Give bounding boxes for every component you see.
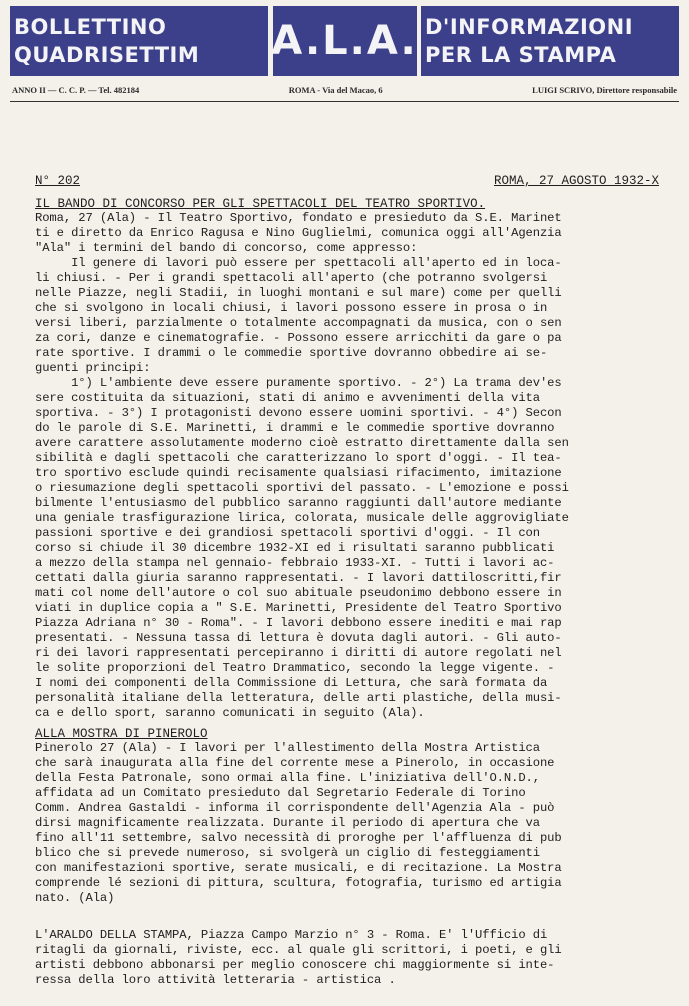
masthead-bollettino: BOLLETTINO [14,15,167,39]
text-line: artisti debbono abbonarsi per meglio conoscere chi maggiormente si inte- [35,958,555,972]
text-line: ti e diretto da Enrico Ragusa e Nino Guglielmi, comunica oggi all'Agenzia [35,226,562,240]
text-line: Comm. Andrea Gastaldi - informa il corrispondente dell'Agenzia Ala - può [35,801,555,815]
article-1-title: IL BANDO DI CONCORSO PER GLI SPETTACOLI DEL TEATRO SPORTIVO. [35,197,486,211]
info-address: ROMA - Via del Macao, 6 [288,85,383,95]
text-line: Pinerolo 27 (Ala) - I lavori per l'allestimento della Mostra Artistica [35,741,540,755]
text-line: corso si chiude il 30 dicembre 1932-XI ed i risultati saranno pubblicati [35,541,555,555]
text-line: Roma, 27 (Ala) - Il Teatro Sportivo, fondato e presieduto da S.E. Marinet [35,211,562,225]
text-line: comprende lé sezioni di pittura, scultura, fotografia, turismo ed artigia [35,876,562,890]
text-line: con manifestazioni sportive, serate musicali, e di recitazione. La Mostra [35,861,562,875]
text-line: della Festa Patronale, sono ormai alla fine. L'iniziativa dell'O.N.D., [35,771,540,785]
text-line: nelle Piazze, negli Stadii, in luoghi montani e sul mare) come per quelli [35,286,562,300]
text-line: avere carattere assolutamente moderno cioè estratto direttamente dalla sen [35,436,569,450]
text-line: sportiva. - 3°) I protagonisti devono essere uomini sportivi. - 4°) Secon [35,406,562,420]
article-1-text [35,211,659,721]
info-director: LUIGI SCRIVO, Direttore responsabile [532,85,677,95]
text-line: una geniale trasfigurazione lirica, colorata, musicale delle aggrovigliate [35,511,569,525]
article-2-text [35,741,659,906]
text-line: I nomi dei componenti della Commissione di Lettura, che sarà formata da [35,676,548,690]
text-line: rate sportive. I drammi o le commedie sportive dovranno obbedire ai se- [35,346,548,360]
issue-line [35,174,659,188]
text-line: ritagli da giornali, riviste, ecc. al quale gli scrittori, i poeti, e gli [35,943,562,957]
info-year-phone: ANNO II — C. C. P. — Tel. 482184 [12,85,140,95]
masthead-stampa: PER LA STAMPA [425,43,617,67]
text-line: le solite proporzioni del Teatro Drammatico, secondo la legge vigente. - [35,661,555,675]
masthead-right [421,6,679,76]
article-2-title: ALLA MOSTRA DI PINEROLO [35,727,208,741]
masthead-informazioni: D'INFORMAZIONI [425,15,634,39]
text-line: viati in duplice copia a " S.E. Marinetti, Presidente del Teatro Sportivo [35,601,562,615]
text-line: affidata ad un Comitato presieduto dal Segretario Federale di Torino [35,786,526,800]
text-line: blico che si prevede numeroso, si svolgerà un ciglio di festeggiamenti [35,846,540,860]
text-line: fino all'11 settembre, salvo necessità di proroghe per l'affluenza di pub [35,831,562,845]
text-line: nato. (Ala) [35,891,115,905]
text-line: "Ala" i termini del bando di concorso, come appresso: [35,241,418,255]
text-line: L'ARALDO DELLA STAMPA, Piazza Campo Marzio n° 3 - Roma. E' l'Ufficio di [35,928,548,942]
text-line: 1°) L'ambiente deve essere puramente sportivo. - 2°) La trama dev'es [35,376,562,390]
text-line: passioni sportive e dei grandiosi spettacoli sportivi d'oggi. - Il con [35,526,540,540]
article-3-text [35,928,659,988]
text-line: guenti principi: [35,361,151,375]
text-line: sere costituita da situazioni, stati di animo e avvenimenti della vita [35,391,540,405]
text-line: personalità italiane della letteratura, delle arti plastiche, della musi- [35,691,562,705]
text-line: ca e dello sport, saranno comunicati in seguito (Ala). [35,706,425,720]
bulletin-body [10,174,679,988]
text-line: za cori, danze e cinematografie. - Possono essere arricchiti da gare o pa [35,331,562,345]
text-line: che sarà inaugurata alla fine del corrente mese a Pinerolo, in occasione [35,756,555,770]
text-line: a mezzo della stampa nel gennaio- febbraio 1933-XI. - Tutti i lavori ac- [35,556,555,570]
text-line: dirsi magnificamente realizzata. Durante il periodo di apertura che va [35,816,540,830]
info-bar [10,85,679,95]
text-line: cettati dalla giuria saranno rappresentati. - I lavori dattiloscritti,fir [35,571,562,585]
masthead-quadrisettim: QUADRISETTIM [14,43,200,67]
text-line: Piazza Adriana n° 30 - Roma". - I lavori debbono essere inediti e mai rap [35,616,562,630]
header-rule [10,101,679,102]
text-line: li chiusi. - Per i grandi spettacoli all'aperto (che potranno svolgersi [35,271,548,285]
text-line: versi liberi, parzialmente o totalmente accompagnati da musica, con o sen [35,316,562,330]
issue-number: N° 202 [35,174,81,188]
masthead-center [271,6,419,76]
text-line: do le parole di S.E. Marinetti, i drammi e le commedie sportive dovranno [35,421,555,435]
masthead-ala-logo: A.L.A. [271,18,418,64]
text-line: tro sportivo esclude quindi recisamente qualsiasi rifacimento, imitazione [35,466,562,480]
text-line: o riesumazione degli spettacoli sportivi del passato. - L'emozione e possi [35,481,569,495]
text-line: mati col nome dell'autore o col suo abituale pseudonimo debbono essere in [35,586,562,600]
masthead [10,6,679,76]
text-line: sibilità e dagli spettacoli che caratterizzano lo sport d'oggi. - Il tea- [35,451,562,465]
text-line: bilmente l'entusiasmo del pubblico saranno raggiunti dall'autore mediante [35,496,562,510]
text-line: che si svolgono in locali chiusi, i lavori possono essere in prosa o in [35,301,548,315]
text-line: Il genere di lavori può essere per spettacoli all'aperto ed in loca- [35,256,562,270]
masthead-left [10,6,268,76]
text-line: ressa della loro attività letteraria - artistica . [35,973,396,987]
issue-date: ROMA, 27 AGOSTO 1932-X [493,174,659,188]
text-line: presentati. - Nessuna tassa di lettura è dovuta dagli autori. - Gli auto- [35,631,562,645]
text-line: ri dei lavori rappresentati percepiranno i diritti di autore regolati nel [35,646,562,660]
bulletin-page [0,6,689,1006]
